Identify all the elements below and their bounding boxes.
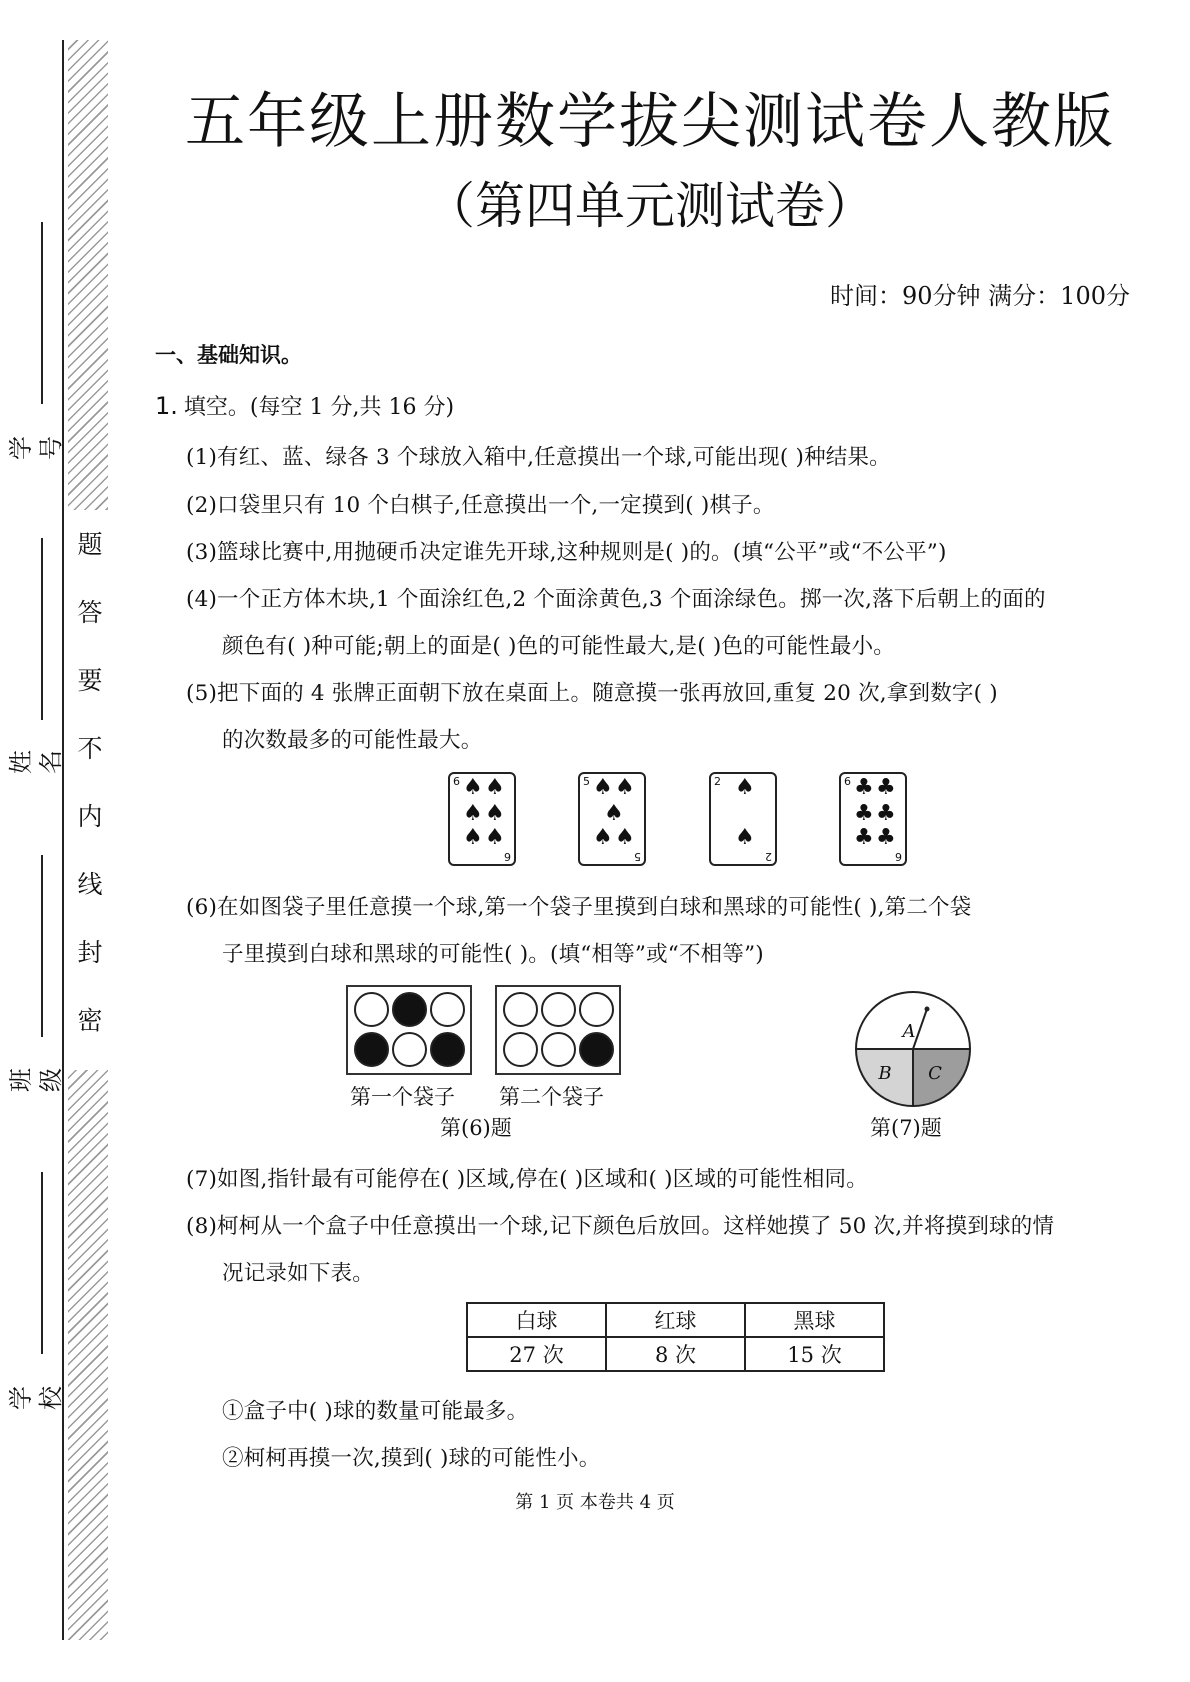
spade-pip-icon: ♠ <box>463 801 483 826</box>
spade-pip-icon: ♠ <box>615 825 635 850</box>
spade-pip-icon: ♠ <box>593 775 613 800</box>
table-cell: 27 次 <box>467 1337 606 1371</box>
class-line[interactable] <box>41 855 43 1037</box>
club-pip-icon: ♣ <box>876 825 896 850</box>
table-header-cell: 红球 <box>606 1303 745 1337</box>
card-rank: 6 <box>895 850 902 863</box>
binding-margin <box>0 0 110 1682</box>
ball-tally-table <box>466 1302 885 1372</box>
card-rank: 6 <box>504 850 511 863</box>
pointer-tip <box>925 1007 930 1012</box>
playing-card <box>448 772 516 866</box>
question-number: 1. <box>155 392 178 420</box>
seal-char: 封 <box>77 938 103 967</box>
question-line: (1)有红、蓝、绿各 3 个球放入箱中,任意摸出一个球,可能出现( )种结果。 <box>186 445 891 470</box>
question-line: 的次数最多的可能性最大。 <box>222 728 483 753</box>
white-ball <box>541 1032 576 1067</box>
question-line: ②柯柯再摸一次,摸到( )球的可能性小。 <box>222 1446 601 1471</box>
table-header-cell: 黑球 <box>745 1303 884 1337</box>
student-id-line[interactable] <box>41 222 43 404</box>
black-ball <box>579 1032 614 1067</box>
spade-pip-icon: ♠ <box>604 801 624 826</box>
club-pip-icon: ♣ <box>876 801 896 826</box>
card-rank: 5 <box>634 850 641 863</box>
figure-7-caption: 第(7)题 <box>870 1116 942 1140</box>
exam-meta: 时间：90分钟 满分：100分 <box>830 282 1130 310</box>
seal-char: 题 <box>77 530 103 559</box>
white-ball <box>354 992 389 1027</box>
bag-two <box>495 985 621 1075</box>
school-label: 学校 <box>7 1386 65 1410</box>
black-ball <box>354 1032 389 1067</box>
table-cell: 8 次 <box>606 1337 745 1371</box>
card-rank: 2 <box>714 775 721 788</box>
student-id-label: 学号 <box>7 436 65 460</box>
table-row <box>467 1337 884 1371</box>
question-line: 况记录如下表。 <box>222 1261 374 1286</box>
bag-one-label: 第一个袋子 <box>350 1085 455 1109</box>
white-ball <box>503 992 538 1027</box>
club-pip-icon: ♣ <box>854 825 874 850</box>
question-line: (4)一个正方体木块,1 个面涂红色,2 个面涂黄色,3 个面涂绿色。掷一次,落下后朝上的面的 <box>186 587 1046 612</box>
name-label: 姓名 <box>7 750 65 774</box>
playing-card <box>578 772 646 866</box>
seal-char: 内 <box>77 802 103 831</box>
bag-two-label: 第二个袋子 <box>499 1085 604 1109</box>
card-rank: 6 <box>453 775 460 788</box>
seal-char: 答 <box>77 598 103 627</box>
seal-char: 不 <box>77 734 103 763</box>
spade-pip-icon: ♠ <box>735 825 755 850</box>
table-cell: 15 次 <box>745 1337 884 1371</box>
class-label: 班级 <box>7 1068 65 1092</box>
school-line[interactable] <box>41 1172 43 1354</box>
club-pip-icon: ♣ <box>876 775 896 800</box>
white-ball <box>392 1032 427 1067</box>
white-ball <box>503 1032 538 1067</box>
black-ball <box>430 1032 465 1067</box>
name-line[interactable] <box>41 538 43 720</box>
table-header-row <box>467 1303 884 1337</box>
card-rank: 2 <box>765 850 772 863</box>
playing-card <box>839 772 907 866</box>
bag-one <box>346 985 472 1075</box>
spinner-diagram <box>852 988 974 1110</box>
club-pip-icon: ♣ <box>854 775 874 800</box>
spade-pip-icon: ♠ <box>735 775 755 800</box>
spade-pip-icon: ♠ <box>463 825 483 850</box>
question-line: 子里摸到白球和黑球的可能性( )。(填“相等”或“不相等”) <box>222 942 764 967</box>
club-pip-icon: ♣ <box>854 801 874 826</box>
page-footer: 第 1 页 本卷共 4 页 <box>515 1492 675 1513</box>
page-subtitle: （第四单元测试卷） <box>425 177 875 235</box>
page-title: 五年级上册数学拔尖测试卷人教版 <box>185 87 1115 157</box>
figure-6-caption: 第(6)题 <box>440 1116 512 1140</box>
question-instruction: 填空。(每空 1 分,共 16 分) <box>183 395 455 420</box>
question-line: (2)口袋里只有 10 个白棋子,任意摸出一个,一定摸到( )棋子。 <box>186 493 775 518</box>
spade-pip-icon: ♠ <box>615 775 635 800</box>
question-line: (6)在如图袋子里任意摸一个球,第一个袋子里摸到白球和黑球的可能性( ),第二个袋 <box>186 895 972 920</box>
playing-card <box>709 772 777 866</box>
seal-char: 密 <box>77 1006 103 1035</box>
seal-char: 线 <box>77 870 103 899</box>
white-ball <box>430 992 465 1027</box>
seal-char: 要 <box>77 666 103 695</box>
question-line: 颜色有( )种可能;朝上的面是( )色的可能性最大,是( )色的可能性最小。 <box>222 634 896 659</box>
spade-pip-icon: ♠ <box>593 825 613 850</box>
card-rank: 5 <box>583 775 590 788</box>
section-title: 一、基础知识。 <box>155 343 302 367</box>
white-ball <box>541 992 576 1027</box>
region-label: B <box>878 1063 892 1084</box>
card-rank: 6 <box>844 775 851 788</box>
question-heading <box>155 390 454 421</box>
black-ball <box>392 992 427 1027</box>
white-ball <box>579 992 614 1027</box>
spade-pip-icon: ♠ <box>485 801 505 826</box>
question-line: ①盒子中( )球的数量可能最多。 <box>222 1399 529 1424</box>
spade-pip-icon: ♠ <box>485 775 505 800</box>
question-line: (8)柯柯从一个盒子中任意摸出一个球,记下颜色后放回。这样她摸了 50 次,并将摸到球的情 <box>186 1214 1055 1239</box>
question-line: (7)如图,指针最有可能停在( )区域,停在( )区域和( )区域的可能性相同。 <box>186 1167 868 1192</box>
question-line: (3)篮球比赛中,用抛硬币决定谁先开球,这种规则是( )的。(填“公平”或“不公平”) <box>186 540 947 565</box>
region-label: A <box>902 1021 916 1042</box>
region-label: C <box>928 1063 942 1084</box>
table-header-cell: 白球 <box>467 1303 606 1337</box>
question-line: (5)把下面的 4 张牌正面朝下放在桌面上。随意摸一张再放回,重复 20 次,拿到数字( ) <box>186 681 998 706</box>
spade-pip-icon: ♠ <box>463 775 483 800</box>
spade-pip-icon: ♠ <box>485 825 505 850</box>
